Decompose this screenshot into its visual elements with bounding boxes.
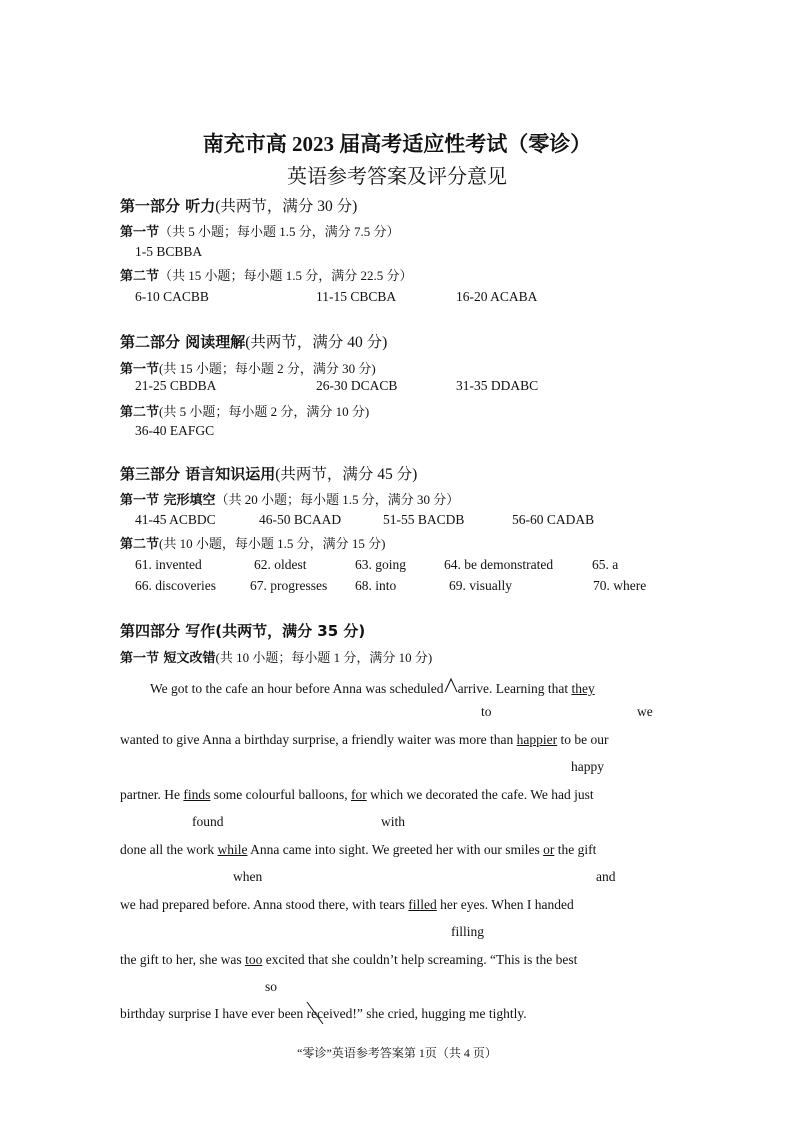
part2-sec1-heading: 第一节(共 15 小题；每小题 2 分，满分 30 分) — [120, 361, 376, 377]
correction: happy — [571, 759, 604, 774]
correction: so — [265, 979, 278, 994]
passage-line: birthday surprise I have ever been received!” she cried, hugging me tightly. — [120, 1006, 527, 1021]
correction: found — [192, 814, 224, 829]
part3-heading: 第三部分 语言知识运用(共两节，满分 45 分) — [120, 465, 418, 483]
answer-item: 68. into — [355, 578, 397, 593]
part1-heading — [120, 194, 357, 216]
answer-group: 46-50 BCAAD — [259, 512, 342, 527]
correction: when — [233, 869, 263, 884]
answer-item: 62. oldest — [254, 557, 307, 572]
correction: to — [481, 704, 492, 719]
part1-sec1-heading: 第一节（共 5 小题；每小题 1.5 分，满分 7.5 分） — [120, 224, 400, 240]
passage-line: we had prepared before. Anna stood there, with tears filled her eyes. When I handed — [120, 897, 574, 912]
document-subtitle: 英语参考答案及评分意见 — [287, 166, 507, 188]
answer-group: 56-60 CADAB — [512, 512, 595, 527]
answer-group: 16-20 ACABA — [456, 289, 538, 304]
answer-group: 1-5 BCBBA — [135, 244, 203, 259]
part3-sec1-heading: 第一节 完形填空（共 20 小题；每小题 1.5 分，满分 30 分） — [120, 492, 460, 508]
answer-item: 61. invented — [135, 557, 202, 572]
answer-group: 26-30 DCACB — [316, 378, 398, 393]
answer-group: 31-35 DDABC — [456, 378, 539, 393]
part4-heading: 第四部分 写作(共两节，满分 35 分) — [120, 622, 366, 640]
answer-item: 64. be demonstrated — [444, 557, 554, 572]
delete-mark-icon — [305, 1000, 327, 1026]
answer-group: 6-10 CACBB — [135, 289, 209, 304]
answer-group: 51-55 BACDB — [383, 512, 465, 527]
part1-sec2-heading: 第二节（共 15 小题；每小题 1.5 分，满分 22.5 分） — [120, 268, 413, 284]
answer-item: 69. visually — [449, 578, 512, 593]
answer-group: 21-25 CBDBA — [135, 378, 217, 393]
part4-sec1-heading: 第一节 短文改错(共 10 小题；每小题 1 分，满分 10 分) — [120, 650, 433, 666]
part2-sec2-heading: 第二节(共 5 小题；每小题 2 分，满分 10 分) — [120, 404, 370, 420]
correction: and — [596, 869, 616, 884]
answer-item: 65. a — [592, 557, 619, 572]
answer-group: 41-45 ACBDC — [135, 512, 216, 527]
page-footer: “零诊”英语参考答案第 1页（共 4 页） — [297, 1046, 497, 1060]
passage-line: We got to the cafe an hour before Anna was scheduled arrive. Learning that they — [150, 677, 595, 697]
passage-line: the gift to her, she was too excited that she couldn’t help screaming. “This is the best — [120, 952, 578, 967]
passage-line: done all the work while Anna came into sight. We greeted her with our smiles or the gift — [120, 842, 597, 857]
answer-group: 36-40 EAFGC — [135, 423, 215, 438]
part1-note: (共两节，满分 30 分) — [215, 198, 358, 215]
insert-mark-icon — [444, 677, 458, 697]
answer-group: 11-15 CBCBA — [316, 289, 397, 304]
answer-item: 67. progresses — [250, 578, 328, 593]
passage-line: wanted to give Anna a birthday surprise, a friendly waiter was more than happier to be our — [120, 732, 609, 747]
document-title: 南充市高 2023 届高考适应性考试（零诊） — [202, 132, 592, 156]
correction: filling — [451, 924, 484, 939]
answer-item: 66. discoveries — [135, 578, 216, 593]
part2-heading: 第二部分 阅读理解(共两节，满分 40 分) — [120, 333, 388, 351]
part1-title: 第一部分 听力 — [120, 197, 216, 215]
passage-line: partner. He finds some colourful balloons, for which we decorated the cafe. We had just — [120, 787, 594, 802]
part3-sec2-heading: 第二节(共 10 小题，每小题 1.5 分，满分 15 分) — [120, 536, 386, 552]
correction: with — [381, 814, 406, 829]
correction: we — [637, 704, 653, 719]
answer-item: 63. going — [355, 557, 407, 572]
answer-item: 70. where — [593, 578, 647, 593]
